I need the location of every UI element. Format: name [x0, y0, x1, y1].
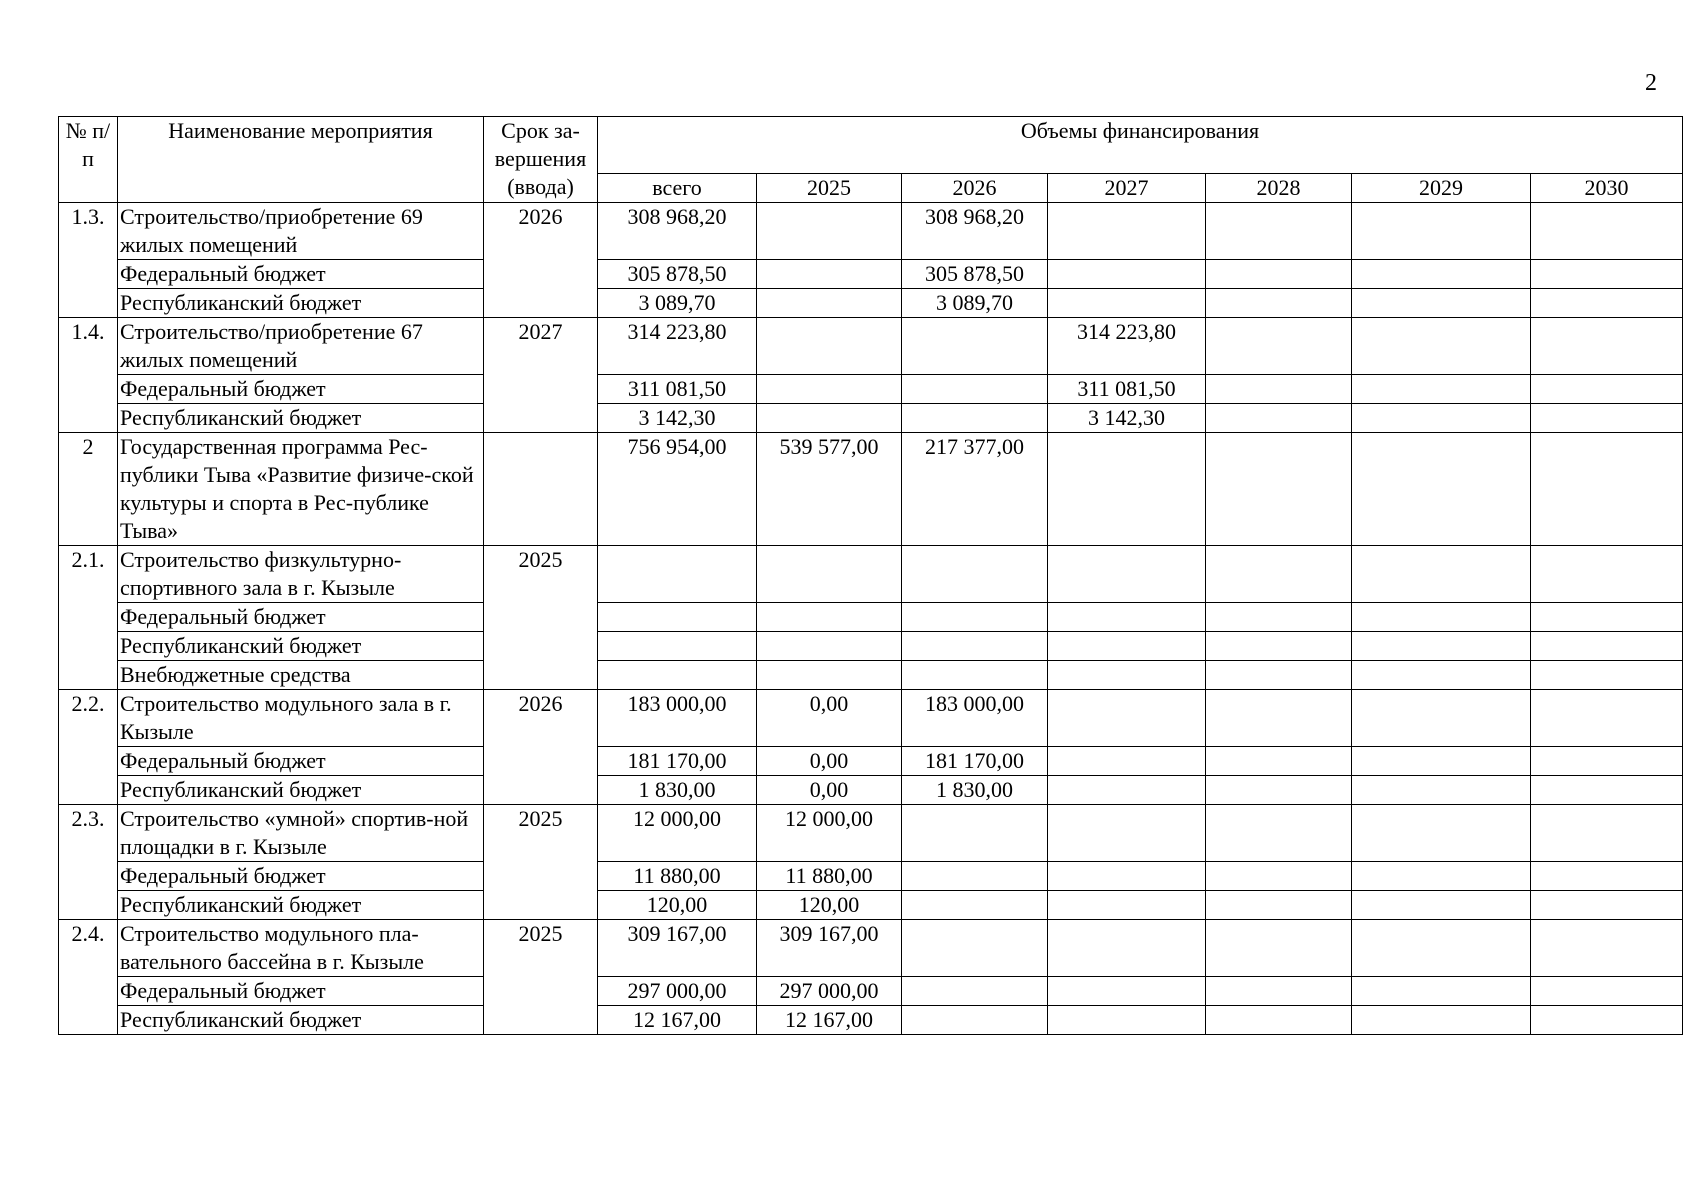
- measure-name: Внебюджетные средства: [118, 661, 484, 690]
- amount-total: [598, 632, 757, 661]
- header-year: 2030: [1531, 174, 1683, 203]
- amount-2029: [1352, 632, 1531, 661]
- amount-2028: [1206, 891, 1352, 920]
- amount-2029: [1352, 977, 1531, 1006]
- table-row: [59, 776, 1683, 805]
- amount-2030: [1531, 203, 1683, 260]
- table-row: [59, 603, 1683, 632]
- measure-name: Республиканский бюджет: [118, 891, 484, 920]
- amount-2026: [902, 661, 1048, 690]
- amount-2027: [1048, 1006, 1206, 1035]
- deadline-cell: 2027: [484, 318, 598, 433]
- amount-2029: [1352, 862, 1531, 891]
- amount-2028: [1206, 433, 1352, 546]
- amount-2029: [1352, 433, 1531, 546]
- table-row: [59, 546, 1683, 603]
- table-row: [59, 203, 1683, 260]
- amount-2027: [1048, 862, 1206, 891]
- measure-name: Республиканский бюджет: [118, 632, 484, 661]
- header-funding: Объемы финансирования: [598, 117, 1683, 174]
- amount-2029: [1352, 891, 1531, 920]
- amount-2027: [1048, 661, 1206, 690]
- row-number: 2.4.: [59, 920, 118, 1035]
- amount-2027: 314 223,80: [1048, 318, 1206, 375]
- amount-total: [598, 546, 757, 603]
- amount-2029: [1352, 318, 1531, 375]
- measure-name: Федеральный бюджет: [118, 862, 484, 891]
- amount-2028: [1206, 404, 1352, 433]
- deadline-cell: [484, 433, 598, 546]
- measure-name: Строительство «умной» спортив-ной площадки в г. Кызыле: [118, 805, 484, 862]
- amount-2027: [1048, 805, 1206, 862]
- amount-2028: [1206, 805, 1352, 862]
- amount-2026: [902, 318, 1048, 375]
- amount-2027: [1048, 546, 1206, 603]
- table-row: [59, 920, 1683, 977]
- amount-2030: [1531, 920, 1683, 977]
- amount-2025: [757, 289, 902, 318]
- measure-name: Республиканский бюджет: [118, 1006, 484, 1035]
- amount-2027: [1048, 603, 1206, 632]
- amount-2029: [1352, 747, 1531, 776]
- amount-2027: [1048, 776, 1206, 805]
- measure-name: Федеральный бюджет: [118, 375, 484, 404]
- header-year: 2027: [1048, 174, 1206, 203]
- amount-total: 11 880,00: [598, 862, 757, 891]
- amount-total: 297 000,00: [598, 977, 757, 1006]
- deadline-cell: 2025: [484, 920, 598, 1035]
- row-number: 2: [59, 433, 118, 546]
- amount-2026: [902, 546, 1048, 603]
- amount-total: 305 878,50: [598, 260, 757, 289]
- amount-2029: [1352, 375, 1531, 404]
- measure-name: Строительство/приобретение 69 жилых помещений: [118, 203, 484, 260]
- amount-2028: [1206, 203, 1352, 260]
- amount-2027: 311 081,50: [1048, 375, 1206, 404]
- amount-total: 183 000,00: [598, 690, 757, 747]
- amount-2029: [1352, 805, 1531, 862]
- amount-2028: [1206, 920, 1352, 977]
- amount-2030: [1531, 433, 1683, 546]
- amount-2029: [1352, 920, 1531, 977]
- table-row: [59, 805, 1683, 862]
- header-total: всего: [598, 174, 757, 203]
- page-number: 2: [1645, 70, 1657, 96]
- amount-2026: [902, 977, 1048, 1006]
- table-row: [59, 375, 1683, 404]
- amount-2028: [1206, 603, 1352, 632]
- measure-name: Государственная программа Рес-публики Тыва «Развитие физиче-ской культуры и спорта в Рес-публике Тыва»: [118, 433, 484, 546]
- amount-total: 120,00: [598, 891, 757, 920]
- amount-2025: [757, 632, 902, 661]
- amount-2030: [1531, 747, 1683, 776]
- header-deadline: Срок за-вершения (ввода): [484, 117, 598, 203]
- amount-2026: [902, 404, 1048, 433]
- amount-2028: [1206, 661, 1352, 690]
- amount-2025: 12 167,00: [757, 1006, 902, 1035]
- measure-name: Республиканский бюджет: [118, 776, 484, 805]
- amount-2026: 183 000,00: [902, 690, 1048, 747]
- table-row: [59, 632, 1683, 661]
- amount-2028: [1206, 776, 1352, 805]
- amount-2029: [1352, 546, 1531, 603]
- header-year: 2025: [757, 174, 902, 203]
- amount-2027: [1048, 920, 1206, 977]
- amount-2029: [1352, 690, 1531, 747]
- amount-2030: [1531, 318, 1683, 375]
- amount-2028: [1206, 862, 1352, 891]
- amount-2026: 1 830,00: [902, 776, 1048, 805]
- amount-2026: [902, 603, 1048, 632]
- table-row: [59, 661, 1683, 690]
- row-number: 2.1.: [59, 546, 118, 690]
- measure-name: Строительство модульного пла-вательного бассейна в г. Кызыле: [118, 920, 484, 977]
- row-number: 2.3.: [59, 805, 118, 920]
- amount-2030: [1531, 632, 1683, 661]
- amount-2029: [1352, 776, 1531, 805]
- amount-2028: [1206, 289, 1352, 318]
- amount-2026: [902, 862, 1048, 891]
- header-name: Наименование мероприятия: [118, 117, 484, 203]
- header-year: 2026: [902, 174, 1048, 203]
- amount-2030: [1531, 805, 1683, 862]
- amount-2029: [1352, 661, 1531, 690]
- amount-2025: [757, 260, 902, 289]
- table-row: [59, 318, 1683, 375]
- amount-2027: [1048, 203, 1206, 260]
- amount-2025: [757, 203, 902, 260]
- amount-2030: [1531, 1006, 1683, 1035]
- amount-2030: [1531, 891, 1683, 920]
- amount-2026: 3 089,70: [902, 289, 1048, 318]
- amount-2026: 217 377,00: [902, 433, 1048, 546]
- measure-name: Федеральный бюджет: [118, 977, 484, 1006]
- amount-2029: [1352, 203, 1531, 260]
- table-row: [59, 977, 1683, 1006]
- amount-2025: 11 880,00: [757, 862, 902, 891]
- amount-2028: [1206, 260, 1352, 289]
- amount-2025: [757, 375, 902, 404]
- amount-2030: [1531, 404, 1683, 433]
- header-year: 2028: [1206, 174, 1352, 203]
- amount-2027: [1048, 289, 1206, 318]
- amount-2028: [1206, 375, 1352, 404]
- amount-total: 12 167,00: [598, 1006, 757, 1035]
- amount-total: 314 223,80: [598, 318, 757, 375]
- amount-2030: [1531, 546, 1683, 603]
- funding-table: [58, 116, 1683, 1035]
- table-row: [59, 891, 1683, 920]
- amount-2030: [1531, 375, 1683, 404]
- amount-2025: [757, 404, 902, 433]
- amount-total: 12 000,00: [598, 805, 757, 862]
- amount-2029: [1352, 603, 1531, 632]
- amount-2025: 309 167,00: [757, 920, 902, 977]
- amount-2028: [1206, 318, 1352, 375]
- deadline-cell: 2025: [484, 805, 598, 920]
- amount-2029: [1352, 289, 1531, 318]
- amount-2027: [1048, 977, 1206, 1006]
- amount-2026: 308 968,20: [902, 203, 1048, 260]
- amount-total: 3 142,30: [598, 404, 757, 433]
- amount-2029: [1352, 404, 1531, 433]
- table-row: [59, 690, 1683, 747]
- table-row: [59, 1006, 1683, 1035]
- amount-2026: [902, 920, 1048, 977]
- amount-2026: 305 878,50: [902, 260, 1048, 289]
- amount-2030: [1531, 661, 1683, 690]
- amount-2026: [902, 1006, 1048, 1035]
- amount-2027: 3 142,30: [1048, 404, 1206, 433]
- deadline-cell: 2026: [484, 203, 598, 318]
- header-year: 2029: [1352, 174, 1531, 203]
- amount-2027: [1048, 433, 1206, 546]
- amount-2030: [1531, 977, 1683, 1006]
- amount-2025: 539 577,00: [757, 433, 902, 546]
- amount-2027: [1048, 632, 1206, 661]
- amount-2030: [1531, 289, 1683, 318]
- row-number: 1.3.: [59, 203, 118, 318]
- amount-2028: [1206, 690, 1352, 747]
- amount-2025: [757, 603, 902, 632]
- measure-name: Федеральный бюджет: [118, 603, 484, 632]
- table-row: [59, 862, 1683, 891]
- amount-2025: 0,00: [757, 690, 902, 747]
- amount-2025: 12 000,00: [757, 805, 902, 862]
- row-number: 1.4.: [59, 318, 118, 433]
- deadline-cell: 2025: [484, 546, 598, 690]
- amount-2030: [1531, 776, 1683, 805]
- measure-name: Строительство физкультурно-спортивного зала в г. Кызыле: [118, 546, 484, 603]
- amount-2029: [1352, 1006, 1531, 1035]
- amount-2028: [1206, 977, 1352, 1006]
- amount-2028: [1206, 1006, 1352, 1035]
- amount-2030: [1531, 260, 1683, 289]
- table-row: [59, 433, 1683, 546]
- table-row: [59, 260, 1683, 289]
- row-number: 2.2.: [59, 690, 118, 805]
- table-row: [59, 404, 1683, 433]
- amount-2025: 297 000,00: [757, 977, 902, 1006]
- amount-2025: [757, 661, 902, 690]
- measure-name: Республиканский бюджет: [118, 289, 484, 318]
- amount-total: 3 089,70: [598, 289, 757, 318]
- amount-2028: [1206, 747, 1352, 776]
- table-row: [59, 747, 1683, 776]
- measure-name: Строительство/приобретение 67 жилых помещений: [118, 318, 484, 375]
- amount-2030: [1531, 862, 1683, 891]
- table-row: [59, 289, 1683, 318]
- amount-2026: [902, 891, 1048, 920]
- amount-total: 181 170,00: [598, 747, 757, 776]
- amount-total: 308 968,20: [598, 203, 757, 260]
- amount-2025: 120,00: [757, 891, 902, 920]
- amount-2026: [902, 632, 1048, 661]
- amount-total: 1 830,00: [598, 776, 757, 805]
- amount-2030: [1531, 690, 1683, 747]
- amount-total: [598, 603, 757, 632]
- amount-2028: [1206, 632, 1352, 661]
- amount-2026: [902, 805, 1048, 862]
- amount-total: 311 081,50: [598, 375, 757, 404]
- amount-2026: 181 170,00: [902, 747, 1048, 776]
- amount-2029: [1352, 260, 1531, 289]
- header-num: № п/п: [59, 117, 118, 203]
- measure-name: Федеральный бюджет: [118, 747, 484, 776]
- amount-2028: [1206, 546, 1352, 603]
- amount-2027: [1048, 260, 1206, 289]
- amount-total: 309 167,00: [598, 920, 757, 977]
- amount-2025: 0,00: [757, 776, 902, 805]
- amount-2030: [1531, 603, 1683, 632]
- measure-name: Федеральный бюджет: [118, 260, 484, 289]
- amount-total: 756 954,00: [598, 433, 757, 546]
- amount-2027: [1048, 690, 1206, 747]
- measure-name: Строительство модульного зала в г. Кызыле: [118, 690, 484, 747]
- amount-2025: [757, 318, 902, 375]
- amount-2027: [1048, 747, 1206, 776]
- table-body: [59, 203, 1683, 1035]
- measure-name: Республиканский бюджет: [118, 404, 484, 433]
- amount-total: [598, 661, 757, 690]
- amount-2027: [1048, 891, 1206, 920]
- amount-2026: [902, 375, 1048, 404]
- amount-2025: [757, 546, 902, 603]
- amount-2025: 0,00: [757, 747, 902, 776]
- deadline-cell: 2026: [484, 690, 598, 805]
